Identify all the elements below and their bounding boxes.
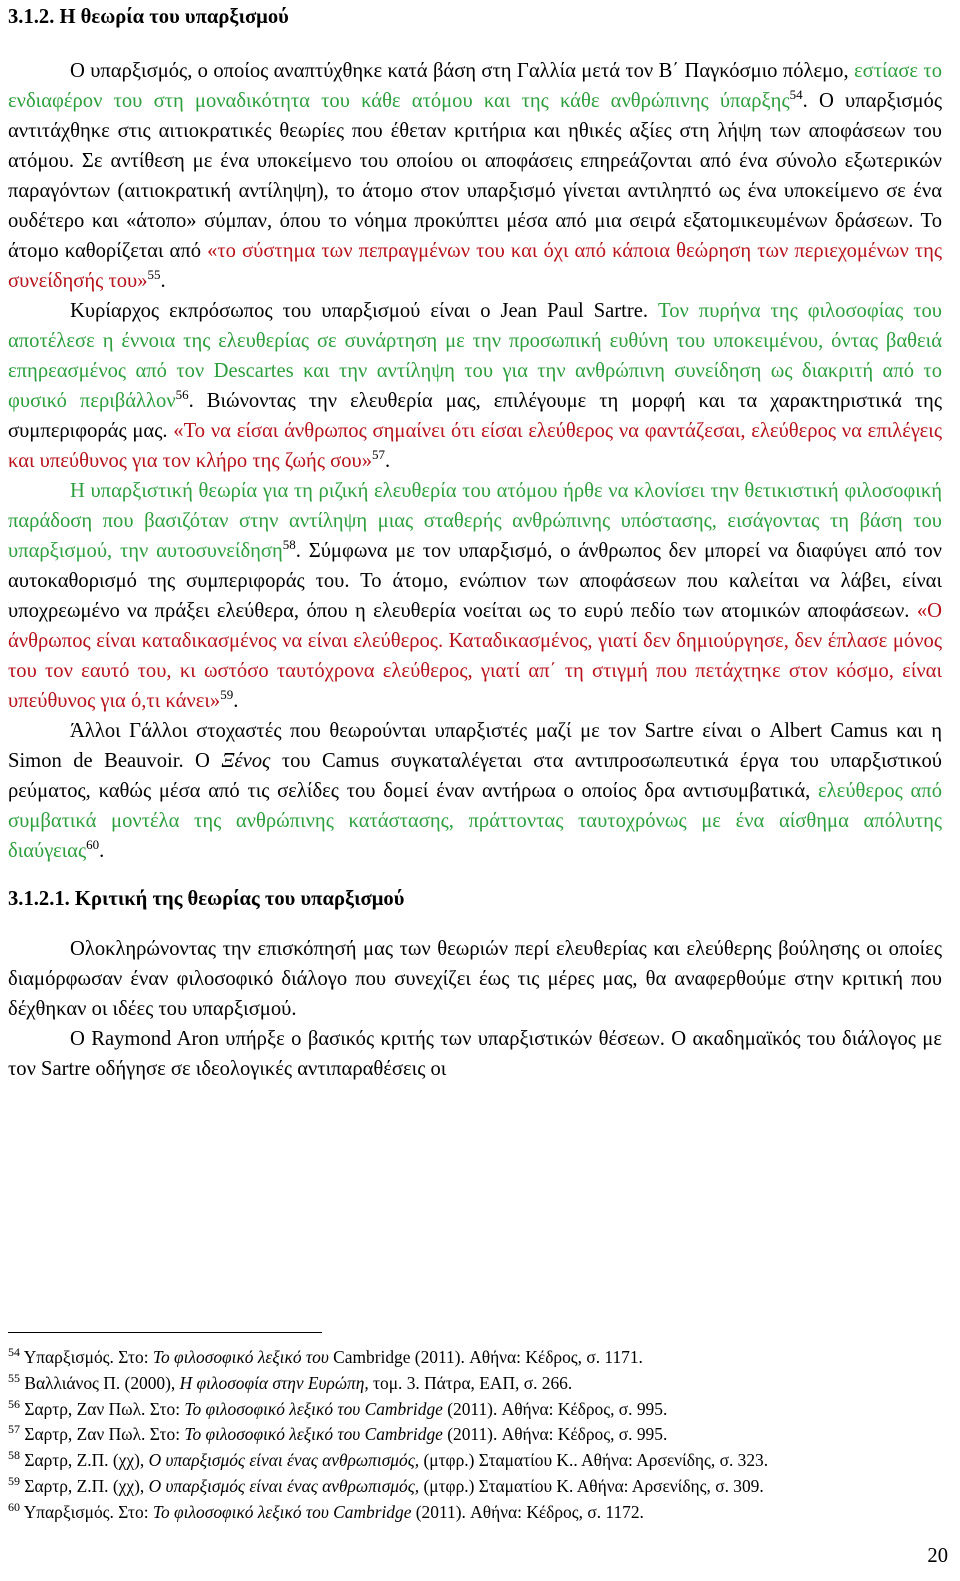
footnote-text: (2011). Αθήνα: Κέδρος, σ. 995.	[442, 1398, 668, 1419]
paragraph-5: Ολοκληρώνοντας την επισκόπησή μας των θεωριών περί ελευθερίας και ελεύθερης βούλησης οι οποίες διαμόρφωσαν έναν φιλοσοφικό διάλογο που συνεχίζει έως τις μέρες μας, θα αναφερθούμε στην κριτική που δέχθηκαν οι ιδέες του υπαρξισμού.	[8, 938, 942, 1020]
section-heading: 3.1.2. Η θεωρία του υπαρξισμού	[8, 6, 289, 28]
footnote-ref[interactable]: 57	[372, 447, 386, 463]
text-span: Ο υπαρξισμός, ο οποίος αναπτύχθηκε κατά βάση στη Γαλλία μετά τον Β΄ Παγκόσμιο πόλεμο,	[70, 60, 854, 82]
book-title: Ξένος	[221, 750, 271, 772]
red-quote: «Ο άνθρωπος είναι καταδικασμένος να είναι ελεύθερος. Καταδικασμένος, γιατί δεν δημιούργησε, δεν έπλασε μόνος του τον εαυτό του, κι ωστόσο ταυτόχρονα ελεύθερος, γιατί απ΄ τη στιγμή που πετάχτηκε στον κόσμο, είναι υπεύθυνος για ό,τι κάνει»	[8, 600, 942, 712]
footnote-ref[interactable]: 60	[86, 837, 100, 853]
paragraph-4	[8, 716, 942, 866]
subsection-heading: 3.1.2.1. Κριτική της θεωρίας του υπαρξισμού	[8, 888, 405, 910]
paragraph-6: Ο Raymond Aron υπήρξε ο βασικός κριτής των υπαρξιστικών θέσεων. Ο ακαδημαϊκός του διάλογος με τον Sartre οδήγησε σε ιδεολογικές αντιπαραθέσεις οι	[8, 1028, 942, 1080]
footnote-text: Σαρτρ, Ζαν Πωλ. Στο:	[20, 1398, 185, 1419]
footnote-ref[interactable]: 56	[175, 387, 189, 403]
text-span: .	[99, 840, 105, 862]
text-span: του Camus συγκαταλέγεται στα αντιπροσωπευτικά έργα του υπαρξιστικού ρεύματος, καθώς μέσα από τις σελίδες του δομεί έναν αντήρωα ο οποίος δρα αντισυμβατικά,	[8, 750, 942, 802]
green-text: εστίασε το ενδιαφέρον του στη μοναδικότητα του κάθε ατόμου και της κάθε ανθρώπινης ύπαρξης	[8, 60, 942, 112]
footnote-text: τομ. 3. Πάτρα, ΕΑΠ, σ. 266.	[368, 1372, 573, 1393]
footnote-number: 54	[8, 1345, 20, 1360]
text-span: .	[385, 450, 391, 472]
footnote-ref[interactable]: 58	[282, 537, 296, 553]
footnote-italic: Το φιλοσοφικό λεξικό του Cambridge	[184, 1398, 443, 1419]
footnote-number: 57	[8, 1422, 20, 1437]
footnote-italic: Το φιλοσοφικό λεξικό του	[152, 1347, 329, 1367]
footnote	[8, 1371, 942, 1397]
footnote-text: Υπαρξισμός. Στο:	[20, 1501, 153, 1522]
text-span: . Ο υπαρξισμός αντιτάχθηκε στις αιτιοκρατικές θεωρίες που έθεταν κριτήρια και ηθικές αξίες στη λήψη των αποφάσεων του ατόμου. Σε αντίθεση με ένα υποκείμενο του οποίου οι αποφάσεις επηρεάζονται από ένα σύνολο εξωτερικών παραγόντων (αιτιοκρατική αντίληψη), το άτομο στον υπαρξισμό γίνεται αντιληπτό ως ένα υποκείμενο σε ένα ουδέτερο και «άτοπο» σύμπαν, όπου το νόημα προκύπτει μέσα από μια σειρά εξατομικευμένων δράσεων. Το άτομο καθορίζεται από	[8, 90, 942, 262]
green-text: ελεύθερος από συμβατικά μοντέλα της ανθρώπινης κατάστασης, πράττοντας ταυτοχρόνως με ένα αίσθημα απόλυτης διαύγειας	[8, 780, 942, 862]
footnote-text: (μτφρ.) Σταματίου Κ. Αθήνα: Αρσενίδης, σ. 309.	[419, 1475, 764, 1496]
footnote-italic: Ο υπαρξισμός είναι ένας ανθρωπισμός,	[148, 1475, 420, 1496]
footnote	[8, 1474, 942, 1500]
green-text: Η υπαρξιστική θεωρία για τη ριζική ελευθερία του ατόμου ήρθε να κλονίσει την θετικιστική φιλοσοφική παράδοση που βασιζόταν στην αντίληψη μιας σταθερής ανθρώπινης υπόστασης, εισάγοντας τη βάση του υπαρξισμού, την αυτοσυνείδηση	[8, 480, 942, 562]
footnote-ref[interactable]: 54	[789, 87, 803, 103]
footnote-divider	[8, 1332, 322, 1333]
paragraph-1	[8, 56, 942, 296]
footnote-number: 58	[8, 1448, 20, 1463]
footnote-italic: Η φιλοσοφία στην Ευρώπη,	[179, 1372, 369, 1393]
footnote	[8, 1500, 942, 1526]
text-span: Άλλοι Γάλλοι στοχαστές που θεωρούνται υπαρξιστές μαζί με τον Sartre είναι ο Albert Camus και η Simon de Beauvoir. Ο	[8, 720, 942, 772]
footnote	[8, 1448, 942, 1474]
footnote-italic: Το φιλοσοφικό λεξικό του Cambridge	[184, 1424, 443, 1445]
green-text: Τον πυρήνα της φιλοσοφίας του αποτέλεσε η έννοια της ελευθερίας σε συνάρτηση με την προσωπική ευθύνη του υποκειμένου, όντας βαθειά επηρεασμένος από τον Descartes και την αντίληψη του για την ανθρώπινη συνείδηση ως διακριτή από το φυσικό περιβάλλον	[8, 300, 942, 412]
text-span: .	[233, 690, 239, 712]
footnote-text: (2011). Αθήνα: Κέδρος, σ. 1172.	[411, 1501, 644, 1522]
footnote-text: (μτφρ.) Σταματίου Κ.. Αθήνα: Αρσενίδης, σ. 323.	[419, 1450, 769, 1471]
footnote	[8, 1397, 942, 1423]
footnote-number: 56	[8, 1396, 20, 1411]
footnote-number: 60	[8, 1499, 20, 1514]
footnote	[8, 1345, 942, 1371]
paragraph-2	[8, 296, 942, 476]
footnote-text: (2011). Αθήνα: Κέδρος, σ. 995.	[442, 1424, 668, 1445]
footnote-text: Cambridge (2011). Αθήνα: Κέδρος, σ. 1171.	[328, 1347, 643, 1367]
text-span: .	[160, 270, 166, 292]
footnotes	[8, 1345, 942, 1526]
footnote-ref[interactable]: 55	[147, 267, 161, 283]
page-number: 20	[927, 1545, 948, 1567]
footnote-italic: Ο υπαρξισμός είναι ένας ανθρωπισμός,	[148, 1450, 420, 1471]
footnote-number: 59	[8, 1474, 20, 1489]
text-span: . Σύμφωνα με τον υπαρξισμό, ο άνθρωπος δεν μπορεί να διαφύγει από τον αυτοκαθορισμό της συμπεριφοράς του. Το άτομο, ενώπιον των αποφάσεων που καλείται να λάβει, είναι υποχρεωμένο να πράξει ελεύθερα, όπου η ελευθερία νοείται ως το ευρύ πεδίο των ατομικών αποφάσεων.	[8, 540, 942, 622]
red-quote: «το σύστημα των πεπραγμένων του και όχι από κάποια θεώρηση των περιεχομένων της συνείδησής του»	[8, 240, 943, 292]
footnote-text: Υπαρξισμός. Στο:	[20, 1347, 153, 1367]
footnote-text: Βαλλιάνος Π. (2000),	[20, 1372, 180, 1393]
footnote-text: Σαρτρ, Ζ.Π. (χχ),	[20, 1450, 149, 1471]
footnote-number: 55	[8, 1371, 20, 1385]
footnote-ref[interactable]: 59	[220, 687, 234, 703]
paragraph-3	[8, 476, 942, 716]
text-span: Κυρίαρχος εκπρόσωπος του υπαρξισμού είναι ο Jean Paul Sartre.	[70, 300, 659, 322]
footnote-italic: Το φιλοσοφικό λεξικό του Cambridge	[152, 1501, 412, 1522]
text-span: . Βιώνοντας την ελευθερία μας, επιλέγουμε τη μορφή και τα χαρακτηριστικά της συμπεριφοράς μας.	[8, 390, 942, 442]
footnote	[8, 1422, 942, 1448]
footnote-text: Σαρτρ, Ζαν Πωλ. Στο:	[20, 1424, 185, 1445]
footnote-text: Σαρτρ, Ζ.Π. (χχ),	[20, 1475, 149, 1496]
red-quote: «Το να είσαι άνθρωπος σημαίνει ότι είσαι ελεύθερος να φαντάζεσαι, ελεύθερος να επιλέγεις και υπεύθυνος για τον κλήρο της ζωής σου»	[8, 420, 942, 472]
